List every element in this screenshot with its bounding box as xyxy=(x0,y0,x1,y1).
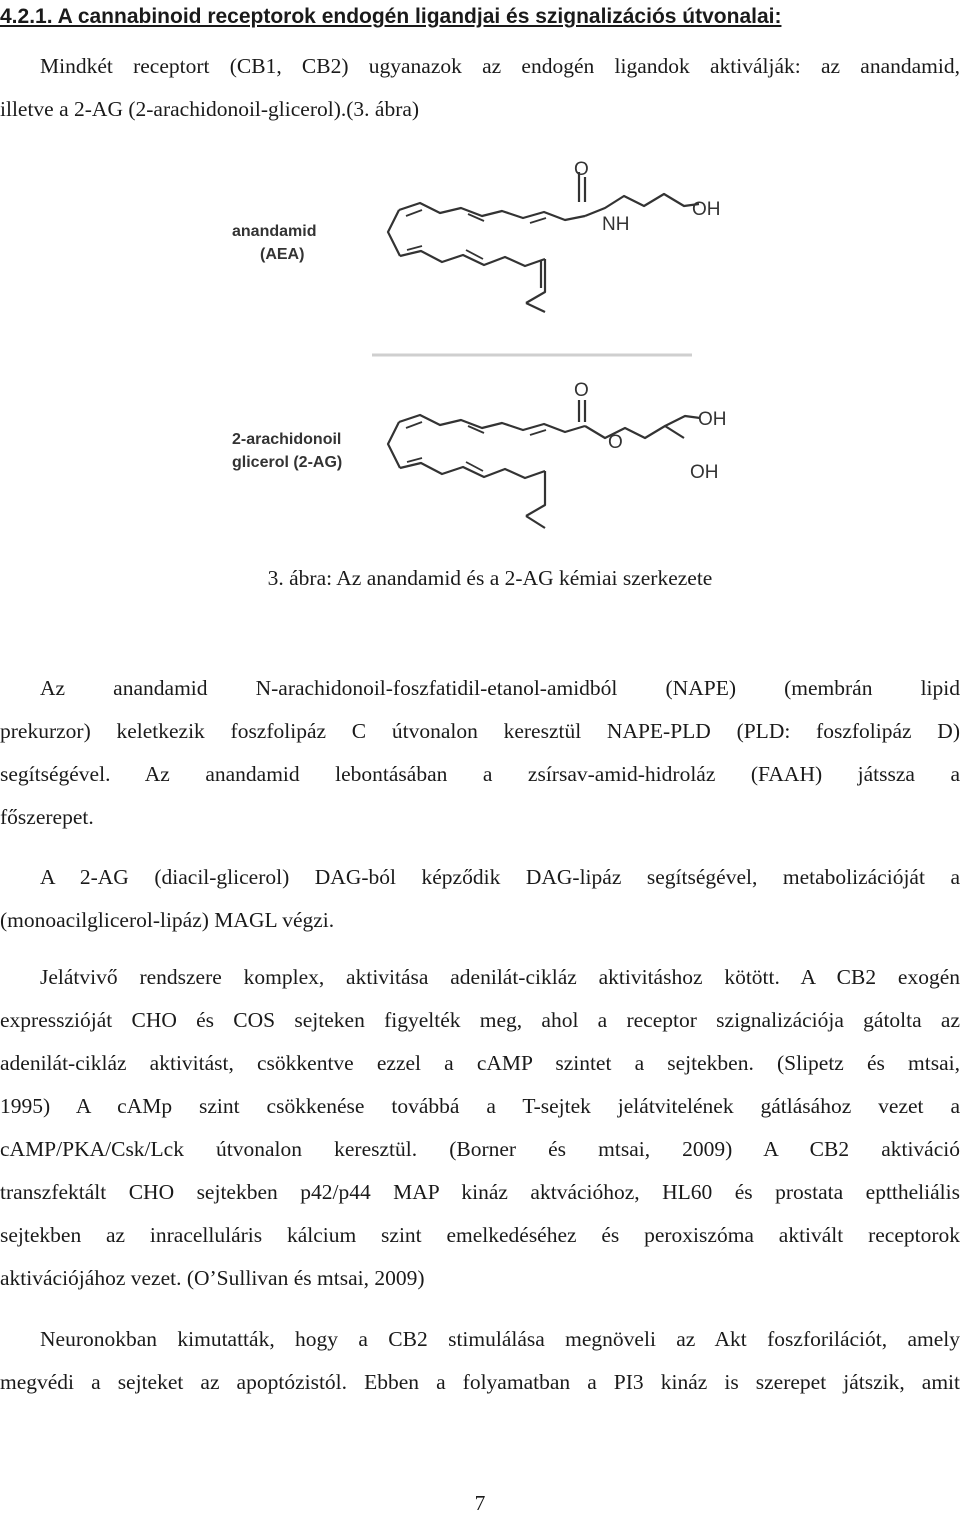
paragraph-line: Jelátvivő rendszere komplex, aktivitása adenilát-cikláz aktivitáshoz kötött. A CB2 exogén xyxy=(40,965,960,989)
ag-oh-label-top: OH xyxy=(698,409,727,430)
ag-label-line2: glicerol (2-AG) xyxy=(232,454,343,471)
paragraph-line: prekurzor) keletkezik foszfolipáz C útvonalon keresztül NAPE-PLD (PLD: foszfolipáz D) xyxy=(0,719,960,743)
paragraph-line: expresszióját CHO és COS sejteken figyelték meg, ahol a receptor szignalizációja gátolta az xyxy=(0,1008,960,1032)
aea-oh-label: OH xyxy=(692,199,721,220)
aea-skeleton xyxy=(388,172,699,312)
paragraph-neurons xyxy=(0,1318,960,1404)
page-number: 7 xyxy=(474,1491,486,1515)
paragraph-line: főszerepet. xyxy=(0,805,94,829)
paragraph-line: Az anandamid N-arachidonoil-foszfatidil-etanol-amidból (NAPE) (membrán lipid xyxy=(40,676,960,700)
paragraph-line: adenilát-cikláz aktivitást, csökkentve ezzel a cAMP szintet a sejtekben. (Slipetz és mtsai, xyxy=(0,1051,960,1075)
paragraph-line: A 2-AG (diacil-glicerol) DAG-ból képződik DAG-lipáz segítségével, metabolizációját a xyxy=(40,865,960,889)
paragraph-2ag xyxy=(0,856,960,942)
intro-line-1: Mindkét receptort (CB1, CB2) ugyanazok az endogén ligandok aktiválják: az anandamid, xyxy=(40,54,960,78)
paragraph-line: (monoacilglicerol-lipáz) MAGL végzi. xyxy=(0,908,335,932)
paragraph-line: segítségével. Az anandamid lebontásában a zsírsav-amid-hidroláz (FAAH) játssza a xyxy=(0,762,960,786)
ag-oh-label-bottom: OH xyxy=(690,462,719,483)
paragraph-line: 1995) A cAMp szint csökkenése továbbá a T-sejtek jelátvitelének gátlásához vezet a xyxy=(0,1094,960,1118)
ag-skeleton xyxy=(388,400,700,528)
chemical-structure-figure xyxy=(222,160,762,535)
aea-oxygen-label: O xyxy=(574,160,589,180)
structure-diagram xyxy=(222,160,762,535)
aea-label-line2: (AEA) xyxy=(260,246,305,263)
paragraph-line: transzfektált CHO sejtekben p42/p44 MAP kináz aktvációhoz, HL60 és prostata epttheliális xyxy=(0,1180,960,1204)
paragraph-signaling xyxy=(0,956,960,1300)
aea-nh-label: NH xyxy=(602,214,630,235)
ag-carbonyl-oxygen-label: O xyxy=(574,380,589,401)
paragraph-line: sejtekben az inracelluláris kálcium szint emelkedéséhez és peroxiszóma aktivált receptorok xyxy=(0,1223,960,1247)
ag-ester-oxygen-label: O xyxy=(608,432,623,453)
aea-label-line1: anandamid xyxy=(232,223,317,240)
paragraph-line: megvédi a sejteket az apoptózistól. Ebben a folyamatban a PI3 kináz is szerepet játszik, amit xyxy=(0,1370,960,1394)
intro-line-2: illetve a 2-AG (2-arachidonoil-glicerol).(3. ábra) xyxy=(0,97,420,121)
paragraph-line: aktivációjához vezet. (O’Sullivan és mtsai, 2009) xyxy=(0,1266,425,1290)
intro-paragraph xyxy=(0,45,960,131)
paragraph-line: Neuronokban kimutatták, hogy a CB2 stimulálása megnöveli az Akt foszforilációt, amely xyxy=(40,1327,960,1351)
ag-label-line1: 2-arachidonoil xyxy=(232,431,342,448)
paragraph-nape xyxy=(0,667,960,839)
section-heading: 4.2.1. A cannabinoid receptorok endogén ligandjai és szignalizációs útvonalai: xyxy=(0,5,782,28)
figure-caption: 3. ábra: Az anandamid és a 2-AG kémiai szerkezete xyxy=(267,566,713,590)
paragraph-line: cAMP/PKA/Csk/Lck útvonalon keresztül. (Borner és mtsai, 2009) A CB2 aktiváció xyxy=(0,1137,960,1161)
